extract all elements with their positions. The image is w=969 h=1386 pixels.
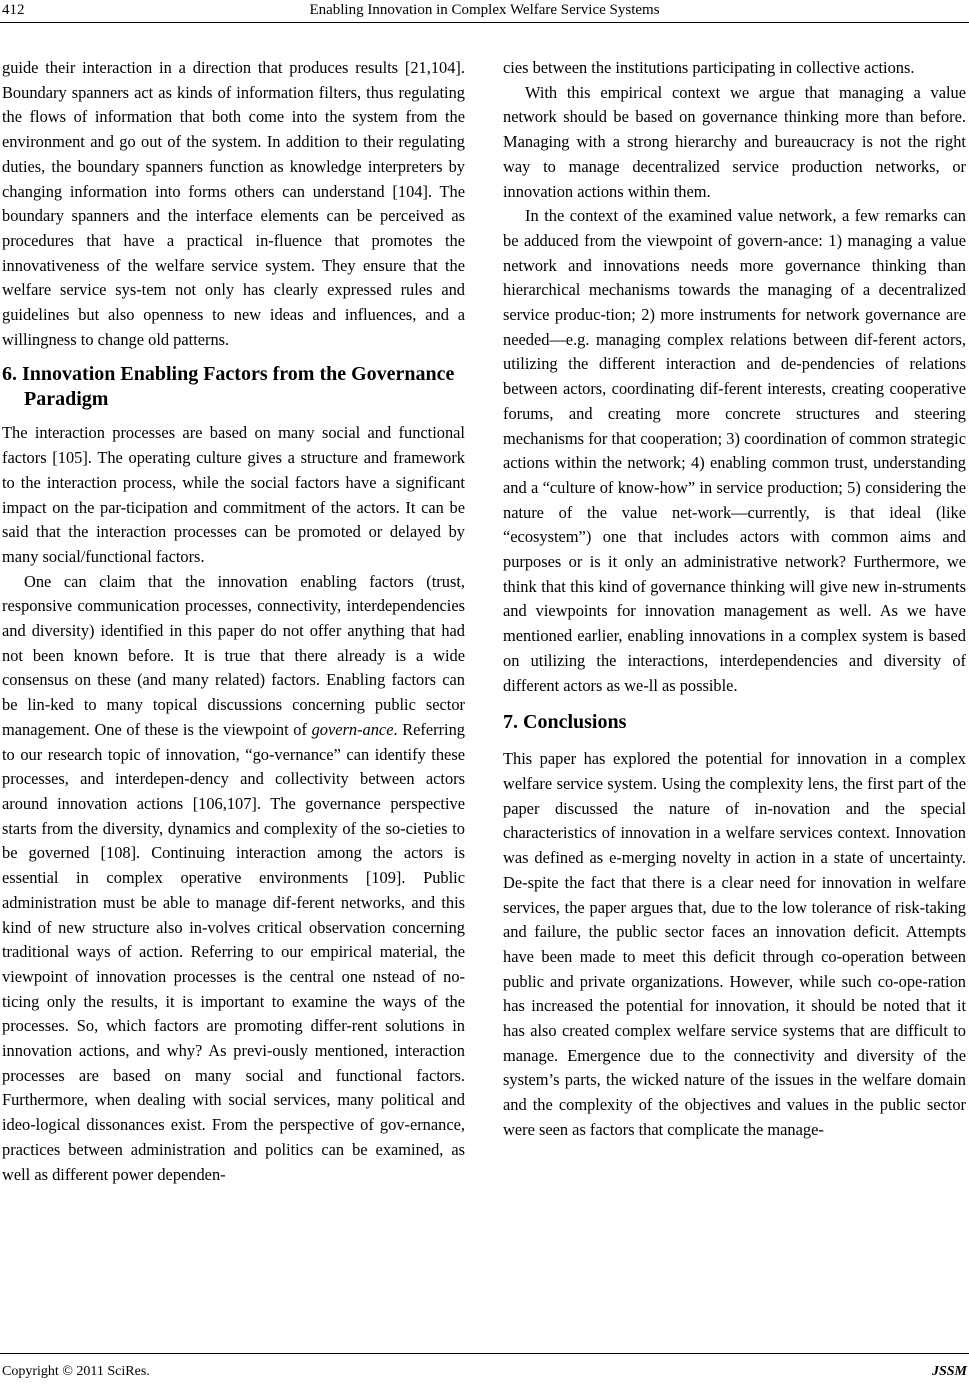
left-column — [2, 56, 465, 1187]
paragraph-continuation: cies between the institutions participating in collective actions. — [503, 58, 915, 77]
right-column — [503, 56, 966, 1143]
text-span: . Referring to our research topic of innovation, “go-vernance” can identify these processes, and interdepen-dency and collectivity between actors around innovation actions [106,107]. The governance perspective starts from the diversity, dynamics and complexity of the so-cieties to be governed [108]. Continuing interaction among the actors is essential in complex operative environments [109]. Public administration must be able to manage dif-ferent networks, and this kind of new structure also in-volves critical observation concerning traditional ways of action. Referring to our empirical material, the viewpoint of innovation processes is the central one nstead of no-ticing only the results, it is important to examine the ways of the processes. So, which factors are promoting differ-rent solutions in innovation actions, and why? As previ-ously mentioned, interaction processes are based on many social and functional factors. Furthermore, when dealing with social services, many political and ideo-logical dissonances exist. From the perspective of gov-ernance, practices between administration and politics can be examined, as well as different power dependen- — [2, 719, 465, 1184]
paragraph-boundary-spanners: guide their interaction in a direction that produces results [21,104]. Boundary spanners act as kinds of information filters, thus regulating the flows of information that both come into the system from the environment and go out of the system. In addition to their regulating duties, the boundary spanners function as knowledge interpreters by changing information into forms others can understand [104]. The boundary spanners and the interface elements can be perceived as procedures that have a practical in-fluence that promotes the innovativeness of the welfare service system. They ensure that the welfare service sys-tem not only has clearly expressed rules and guidelines but also openness to new ideas and influences, and a willingness to change old patterns. — [2, 58, 465, 349]
paragraph-interaction-processes: The interaction processes are based on many social and functional factors [105]. The operating culture gives a structure and framework to the interaction process, while the social factors have a significant impact on the par-ticipation and commitment of the actors. It can be said that the interaction processes can be promoted or delayed by many social/functional factors. — [2, 423, 465, 566]
page-number: 412 — [2, 2, 25, 18]
paragraph-enabling-factors — [2, 570, 465, 1188]
paragraph-conclusions: This paper has explored the potential for innovation in a complex welfare service system. Using the complexity lens, the first part of the paper discussed the nature of in-novation and the special characteristics of innovation in a welfare services context. Innovation was defined as e-merging novelty in action in a state of uncertainty. De-spite the fact that there is a clear need for innovation in welfare services, the paper argues that, due to the low tolerance of risk-taking and failure, the public sector faces an innovation deficit. Attempts have been made to meet this deficit through co-operation between public and private organizations. However, while such co-ope-ration has increased the potential for innovation, it should be noted that it has also created complex welfare service systems that are difficult to manage. Emergence due to the connectivity and diversity of the system’s parts, the wicked nature of the issues in the welfare domain and the complexity of the objectives and values in the public sector were seen as factors that complicate the manage- — [503, 749, 966, 1139]
header-rule — [0, 22, 969, 23]
emphasis-governance: govern-ance — [311, 719, 394, 739]
copyright-notice: Copyright © 2011 SciRes. — [2, 1364, 150, 1379]
footer-rule — [0, 1353, 969, 1354]
journal-abbreviation: JSSM — [931, 1364, 967, 1379]
section-heading-7: 7. Conclusions — [503, 711, 627, 734]
section-heading-6: 6. Innovation Enabling Factors from the Governance Paradigm — [2, 363, 455, 411]
paragraph-governance-remarks: In the context of the examined value network, a few remarks can be adduced from the viewpoint of govern-ance: 1) managing a value network and innovations needs more governance thinking than hierarchical mechanisms towards the managing of a decentralized service produc-tion; 2) more instruments for network governance are needed—e.g. managing complex relations between dif-ferent actors, utilizing the different interaction and de-pendencies of relations between actors, coordinating dif-ferent interests, creating cooperative forums, and creating more concrete structures and steering mechanisms for that cooperation; 3) coordination of common strategic actions within the network; 4) enabling common trust, understanding and a “culture of know-how” in service production; 5) considering the nature of the value net-work—currently, is that ideal (like “ecosystem”) one that includes actors with common aims and purposes or is it only an administrative network? Furthermore, we think that this kind of governance thinking will give new in-struments and viewpoints for innovation management as well. As we have mentioned earlier, enabling innovations in a complex system is based on utilizing the interactions, interdependencies and diversity of different actors as we-ll as possible. — [503, 206, 966, 695]
running-header — [0, 0, 969, 22]
running-title: Enabling Innovation in Complex Welfare Service Systems — [309, 2, 660, 18]
paragraph-empirical-context: With this empirical context we argue that managing a value network should be based on governance thinking more than before. Managing with a strong hierarchy and bureaucracy is not the right way to manage decentralized service production networks, or innovation actions within them. — [503, 82, 966, 201]
text-span: One can claim that the innovation enabling factors (trust, responsive communication processes, connectivity, interdependencies and diversity) identified in this paper do not offer anything that had not been known before. It is true that there already is a wide consensus on these (and many related) factors. Enabling factors can be lin-ked to many topical discussions concerning public sector management. One of these is the viewpoint of — [2, 571, 465, 739]
